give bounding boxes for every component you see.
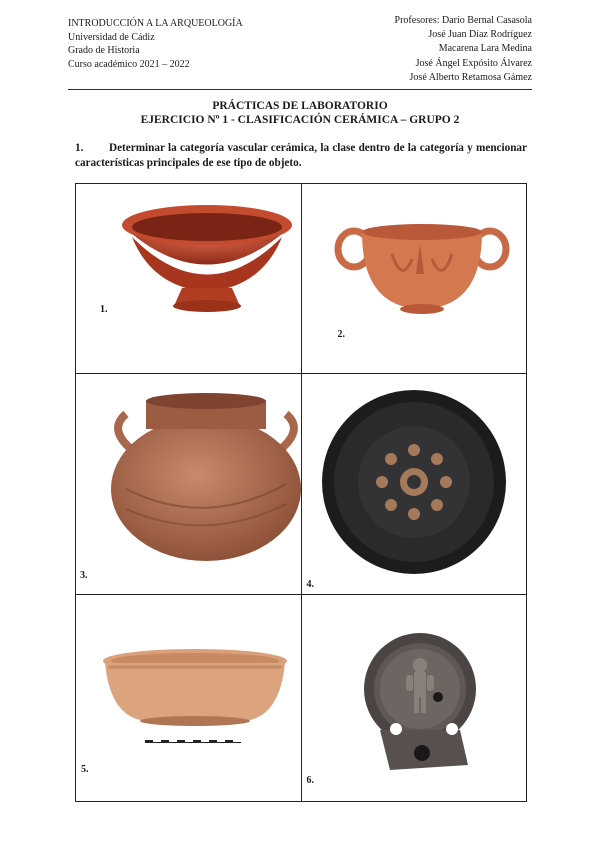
course-title: INTRODUCCIÓN A LA ARQUEOLOGÍA <box>68 18 243 29</box>
question-number: 1. <box>75 142 84 154</box>
question <box>75 141 527 171</box>
handled-cup-image <box>332 214 512 324</box>
grid-cell-4 <box>301 374 527 595</box>
course-info <box>68 17 243 71</box>
grid-cell-3 <box>76 374 302 595</box>
item-label: 1. <box>100 304 108 315</box>
item-label: 2. <box>337 329 345 340</box>
item-label: 6. <box>306 775 314 786</box>
grid-cell-6 <box>301 595 527 802</box>
professors <box>395 14 532 85</box>
grid-cell-2 <box>301 184 527 374</box>
question-text: Determinar la categoría vascular cerámica, la clase dentro de la categoría y mencionar características principales de ese tipo de objeto. <box>75 142 527 169</box>
university: Universidad de Cádiz <box>68 31 155 43</box>
professor-line: José Ángel Expósito Álvarez <box>415 57 532 69</box>
grid-cell-1 <box>76 184 302 374</box>
oil-lamp-image <box>360 625 490 775</box>
title-line-1: PRÁCTICAS DE LABORATORIO <box>212 100 388 112</box>
image-grid <box>75 183 527 802</box>
degree: Grado de Historia <box>68 45 140 57</box>
item-label: 5. <box>81 764 89 775</box>
item-label: 3. <box>80 570 88 581</box>
header-divider <box>68 89 532 90</box>
grid-cell-5 <box>76 595 302 802</box>
black-gloss-plate-image <box>314 382 514 582</box>
item-label: 4. <box>306 579 314 590</box>
cooking-pot-image <box>106 389 306 569</box>
professor-line: José Alberto Retamosa Gámez <box>409 71 532 83</box>
title-line-2: EJERCICIO Nº 1 - CLASIFICACIÓN CERÁMICA – GRUPO 2 <box>140 114 460 126</box>
professor-line: Profesores: Darío Bernal Casasola <box>394 15 532 26</box>
academic-year: Curso académico 2021 – 2022 <box>68 58 190 70</box>
professor-line: José Juan Díaz Rodríguez <box>428 29 532 41</box>
shallow-bowl-image <box>100 645 290 755</box>
page-title <box>68 99 532 127</box>
professor-line: Macarena Lara Medina <box>438 43 532 55</box>
red-bowl-image <box>112 192 302 332</box>
